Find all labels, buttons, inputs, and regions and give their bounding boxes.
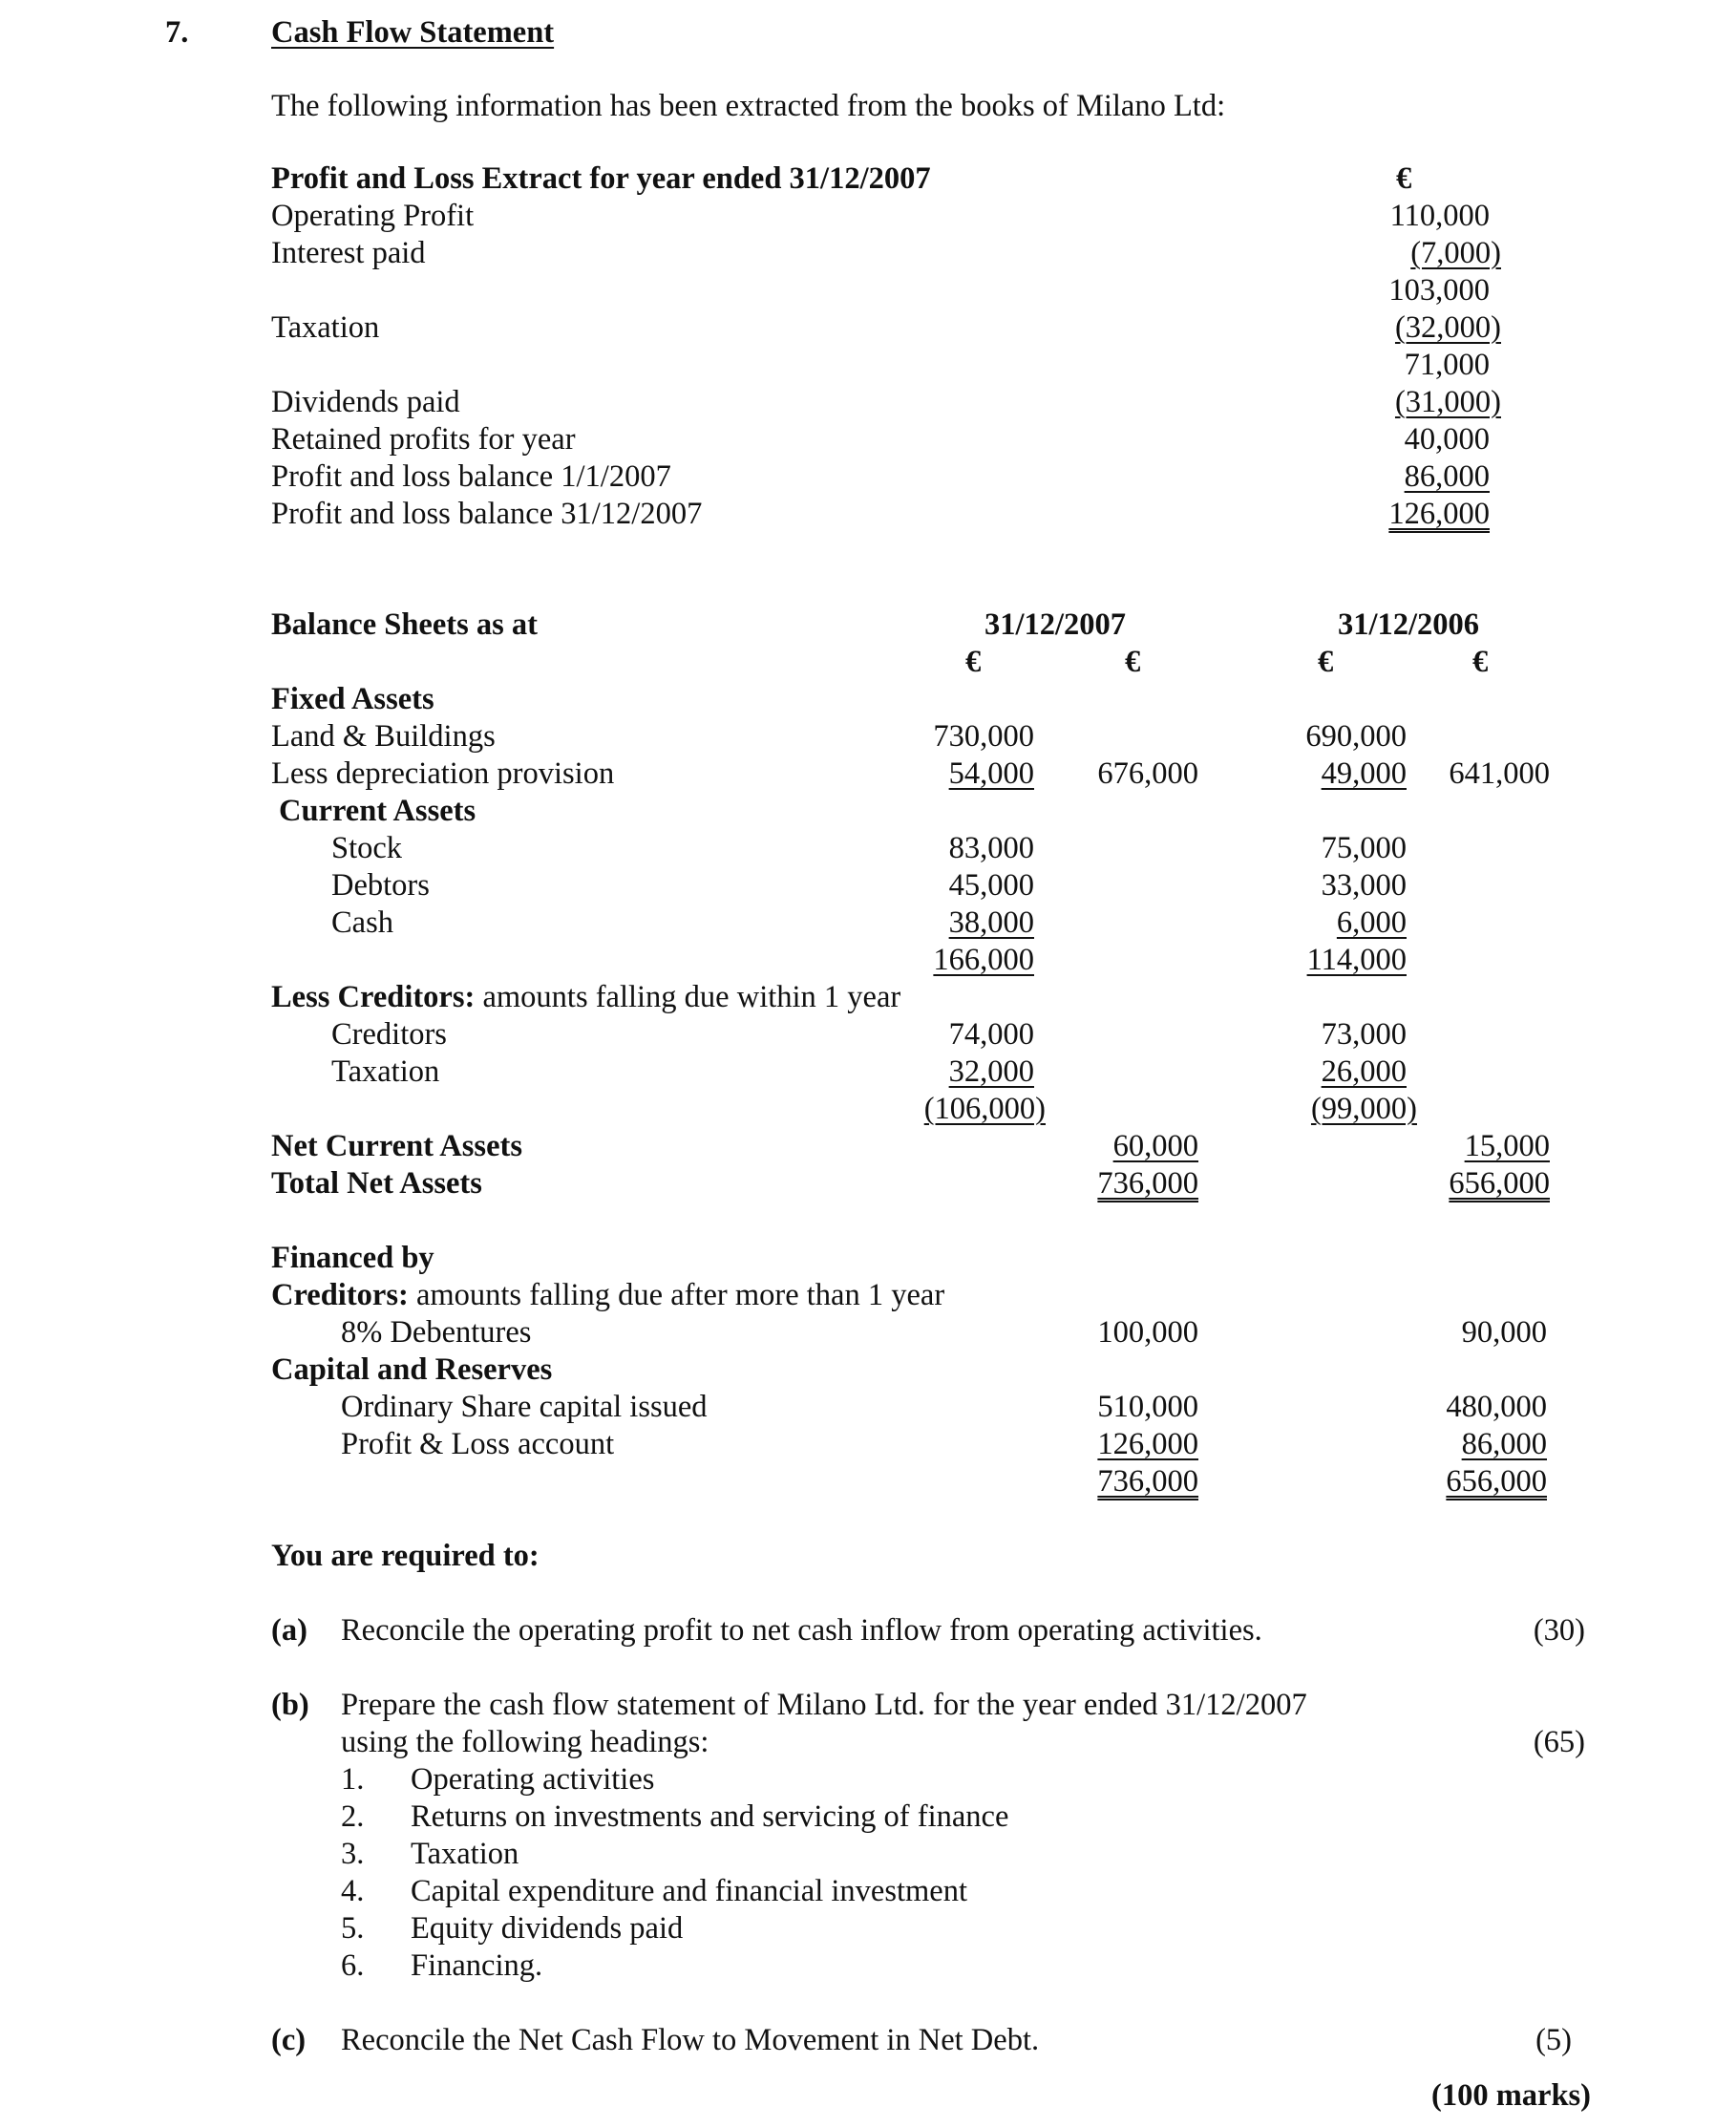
bs-taxation-2006	[1232, 1056, 1407, 1088]
less-creditors-heading	[271, 982, 900, 1013]
capital-reserves-heading: Capital and Reserves	[271, 1352, 553, 1387]
less-creditors-rest: amounts falling due within 1 year	[475, 980, 901, 1014]
bs-final-total-2006-text: 656,000	[1446, 1464, 1547, 1499]
bs-depr-2007-text: 54,000	[948, 756, 1034, 791]
req-b-line1: Prepare the cash flow statement of Milano Ltd. for the year ended 31/12/2007	[341, 1688, 1307, 1722]
pl-value: 40,000	[1404, 422, 1490, 457]
required-heading: You are required to:	[271, 1539, 540, 1573]
bs-ca-total-2006-text: 114,000	[1306, 943, 1407, 977]
bs-ca-total-2006	[1232, 945, 1407, 976]
bs-currency-07a: €	[965, 645, 982, 679]
req-b-item-num: 5.	[341, 1911, 365, 1946]
bs-pl-account-2007	[1022, 1429, 1198, 1460]
req-b-item-num: 6.	[341, 1948, 365, 1983]
page-title: Cash Flow Statement	[271, 15, 555, 50]
req-b-item-text: Financing.	[411, 1948, 543, 1983]
pl-currency: €	[1396, 161, 1412, 196]
bs-share-capital-2007: 510,000	[1097, 1390, 1198, 1424]
bs-land-2006: 690,000	[1305, 719, 1407, 754]
pl-value: 110,000	[1389, 199, 1490, 233]
bs-heading: Balance Sheets as at	[271, 607, 538, 642]
pl-heading: Profit and Loss Extract for year ended 31/12/2007	[271, 161, 931, 196]
total-marks: (100 marks)	[1431, 2078, 1591, 2113]
bs-land-label: Land & Buildings	[271, 719, 496, 754]
req-b-item-num: 1.	[341, 1762, 365, 1797]
pl-label: Taxation	[271, 310, 380, 345]
bs-currency-06b: €	[1472, 645, 1489, 679]
bs-stock-2006: 75,000	[1321, 831, 1407, 865]
bs-pl-account-2006	[1375, 1429, 1547, 1460]
bs-cash-2006-text: 6,000	[1336, 905, 1407, 940]
bs-nca-2007	[1022, 1131, 1198, 1162]
bs-stock-label: Stock	[331, 831, 403, 865]
bs-cash-2007-text: 38,000	[948, 905, 1034, 940]
bs-date-2006: 31/12/2006	[1337, 607, 1480, 642]
pl-label: Dividends paid	[271, 385, 460, 419]
bs-currency-07b: €	[1125, 645, 1141, 679]
bs-nca-2007-text: 60,000	[1112, 1129, 1198, 1163]
bs-stock-2007: 83,000	[948, 831, 1034, 865]
pl-value-text: (7,000)	[1410, 236, 1501, 270]
req-b-item-num: 3.	[341, 1837, 365, 1871]
bs-share-capital-label: Ordinary Share capital issued	[341, 1390, 708, 1424]
req-b-line2: using the following headings:	[341, 1725, 709, 1759]
bs-cash-2007	[859, 907, 1034, 939]
bs-pl-account-label: Profit & Loss account	[341, 1427, 615, 1461]
bs-pl-account-2006-text: 86,000	[1461, 1427, 1547, 1461]
bs-depr-label: Less depreciation provision	[271, 756, 615, 791]
fixed-assets-heading: Fixed Assets	[271, 682, 434, 716]
bs-cash-label: Cash	[331, 905, 393, 940]
bs-land-2007: 730,000	[933, 719, 1034, 754]
pl-value: 71,000	[1404, 348, 1490, 382]
financed-by-heading: Financed by	[271, 1241, 434, 1275]
bs-debentures-2006: 90,000	[1461, 1315, 1547, 1350]
pl-value-text: (32,000)	[1394, 310, 1501, 345]
req-b-item-num: 2.	[341, 1799, 365, 1834]
bs-tna-2007	[1022, 1168, 1198, 1200]
req-b-item-text: Equity dividends paid	[411, 1911, 684, 1946]
intro-text: The following information has been extracted from the books of Milano Ltd:	[271, 89, 1226, 123]
bs-nca-label: Net Current Assets	[271, 1129, 522, 1163]
current-assets-heading: Current Assets	[279, 794, 476, 828]
bs-creditors-label: Creditors	[331, 1017, 447, 1052]
pl-label: Profit and loss balance 1/1/2007	[271, 459, 671, 494]
req-b-marks: (65)	[1533, 1725, 1585, 1759]
bs-debtors-2006: 33,000	[1321, 868, 1407, 903]
req-b-item-text: Returns on investments and servicing of finance	[411, 1799, 1009, 1834]
creditors-long-rest: amounts falling due after more than 1 year	[408, 1278, 945, 1312]
bs-taxation-2006-text: 26,000	[1321, 1054, 1407, 1089]
creditors-long-heading	[271, 1280, 944, 1311]
bs-ca-total-2007	[859, 945, 1034, 976]
bs-ca-total-2007-text: 166,000	[933, 943, 1034, 977]
bs-taxation-label: Taxation	[331, 1054, 440, 1089]
bs-currency-06a: €	[1318, 645, 1334, 679]
bs-creditors-2006: 73,000	[1321, 1017, 1407, 1052]
pl-value	[1318, 499, 1490, 530]
pl-value	[1318, 387, 1501, 418]
bs-tna-2007-text: 736,000	[1097, 1166, 1198, 1201]
pl-value	[1318, 238, 1501, 269]
bs-debentures-label: 8% Debentures	[341, 1315, 532, 1350]
pl-value-text: 86,000	[1404, 459, 1490, 494]
req-b-item-num: 4.	[341, 1874, 365, 1908]
req-b-item-text: Taxation	[411, 1837, 519, 1871]
bs-cl-total-2007-text: (106,000)	[923, 1092, 1046, 1126]
bs-debtors-label: Debtors	[331, 868, 430, 903]
bs-fixed-total-2006: 641,000	[1449, 756, 1550, 791]
pl-value: 103,000	[1388, 273, 1490, 308]
req-c-letter: (c)	[271, 2023, 307, 2057]
bs-creditors-2007: 74,000	[948, 1017, 1034, 1052]
bs-taxation-2007-text: 32,000	[948, 1054, 1034, 1089]
req-b-item-text: Capital expenditure and financial investment	[411, 1874, 968, 1908]
pl-value	[1318, 312, 1501, 344]
bs-fixed-total-2007: 676,000	[1097, 756, 1198, 791]
pl-label: Interest paid	[271, 236, 426, 270]
bs-cash-2006	[1232, 907, 1407, 939]
bs-depr-2006-text: 49,000	[1321, 756, 1407, 791]
bs-pl-account-2007-text: 126,000	[1097, 1427, 1198, 1461]
req-b-letter: (b)	[271, 1688, 309, 1722]
bs-cl-total-2006-text: (99,000)	[1310, 1092, 1417, 1126]
bs-final-total-2007-text: 736,000	[1097, 1464, 1198, 1499]
creditors-long-bold: Creditors:	[271, 1278, 409, 1312]
bs-final-total-2007	[1022, 1466, 1198, 1498]
req-b-item-text: Operating activities	[411, 1762, 655, 1797]
req-a-text: Reconcile the operating profit to net cash inflow from operating activities.	[341, 1613, 1262, 1648]
bs-final-total-2006	[1375, 1466, 1547, 1498]
question-number: 7.	[165, 15, 189, 50]
req-c-marks: (5)	[1535, 2023, 1572, 2057]
bs-tna-2006	[1375, 1168, 1550, 1200]
less-creditors-bold: Less Creditors:	[271, 980, 476, 1014]
bs-cl-total-2007	[859, 1094, 1046, 1125]
pl-label: Operating Profit	[271, 199, 475, 233]
bs-tna-2006-text: 656,000	[1449, 1166, 1550, 1201]
pl-value-text: 126,000	[1388, 497, 1490, 531]
bs-debentures-2007: 100,000	[1097, 1315, 1198, 1350]
pl-value-text: (31,000)	[1394, 385, 1501, 419]
pl-label: Retained profits for year	[271, 422, 576, 457]
pl-label: Profit and loss balance 31/12/2007	[271, 497, 703, 531]
bs-date-2007: 31/12/2007	[984, 607, 1127, 642]
req-a-marks: (30)	[1533, 1613, 1585, 1648]
req-a-letter: (a)	[271, 1613, 307, 1648]
bs-cl-total-2006	[1232, 1094, 1417, 1125]
bs-debtors-2007: 45,000	[948, 868, 1034, 903]
bs-depr-2007	[859, 758, 1034, 790]
pl-value	[1318, 461, 1490, 493]
bs-nca-2006-text: 15,000	[1464, 1129, 1550, 1163]
bs-nca-2006	[1375, 1131, 1550, 1162]
bs-share-capital-2006: 480,000	[1446, 1390, 1547, 1424]
bs-tna-label: Total Net Assets	[271, 1166, 482, 1201]
bs-taxation-2007	[859, 1056, 1034, 1088]
req-c-text: Reconcile the Net Cash Flow to Movement in Net Debt.	[341, 2023, 1040, 2057]
